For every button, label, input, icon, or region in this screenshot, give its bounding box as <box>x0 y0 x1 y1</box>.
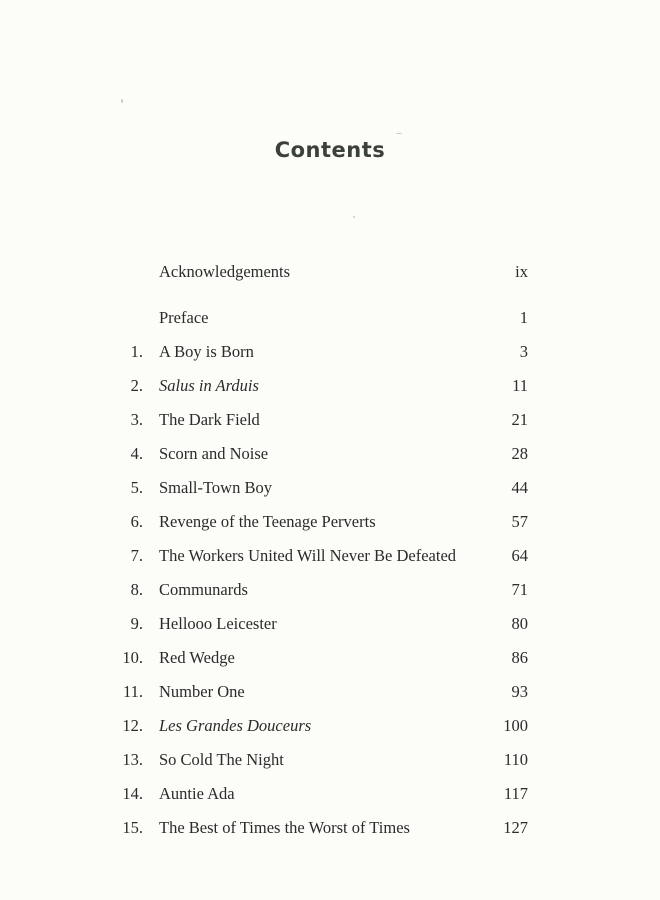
toc-entry-chapter[interactable] <box>0 408 660 432</box>
toc-entry-chapter[interactable] <box>0 510 660 534</box>
toc-entry-title: Les Grandes Douceurs <box>159 716 312 735</box>
toc-entry-title: The Workers United Will Never Be Defeated <box>159 546 457 565</box>
toc-entry-title: The Dark Field <box>159 410 260 429</box>
toc-entry-preface[interactable] <box>0 306 660 330</box>
toc-entry-title: Acknowledgements <box>159 262 291 281</box>
chapter-number: 13. <box>122 750 143 769</box>
toc-page-number: 93 <box>511 682 528 701</box>
chapter-number: 14. <box>122 784 143 803</box>
toc-entry-title: Scorn and Noise <box>159 444 269 463</box>
chapter-number: 8. <box>130 580 143 599</box>
toc-entry-title: Salus in Arduis <box>159 376 259 395</box>
toc-entry-title: Communards <box>159 580 248 599</box>
toc-entry-chapter[interactable] <box>0 374 660 398</box>
chapter-number: 2. <box>130 376 143 395</box>
toc-entry-chapter[interactable] <box>0 578 660 602</box>
toc-entry-chapter[interactable] <box>0 340 660 364</box>
toc-entry-acknowledgements[interactable] <box>0 260 660 284</box>
toc-entry-title: Hellooo Leicester <box>159 614 277 633</box>
toc-entry-chapter[interactable] <box>0 544 660 568</box>
toc-entry-chapter[interactable] <box>0 714 660 738</box>
toc-page-number: 86 <box>511 648 528 667</box>
chapter-number: 9. <box>130 614 143 633</box>
toc-entry-title: Preface <box>159 308 209 327</box>
toc-page-number: 64 <box>511 546 528 565</box>
chapter-number: 4. <box>130 444 143 463</box>
chapter-number: 12. <box>122 716 143 735</box>
toc-page-number: 127 <box>503 818 528 837</box>
toc-entry-title: Number One <box>159 682 245 701</box>
toc-entry-title: Red Wedge <box>159 648 235 667</box>
toc-entry-title: So Cold The Night <box>159 750 284 769</box>
toc-page-number: 1 <box>519 308 528 327</box>
toc-page-number: 80 <box>511 614 528 633</box>
toc-page-number: 28 <box>511 444 528 463</box>
toc-page-number: 11 <box>512 376 528 395</box>
chapter-number: 5. <box>130 478 143 497</box>
toc-entry-chapter[interactable] <box>0 646 660 670</box>
chapter-number: 6. <box>130 512 143 531</box>
toc-page-number: 117 <box>503 784 528 803</box>
toc-page-number: 44 <box>511 478 528 497</box>
chapter-number: 7. <box>130 546 143 565</box>
toc-entry-chapter[interactable] <box>0 612 660 636</box>
toc-page-number: 3 <box>519 342 528 361</box>
chapter-number: 11. <box>122 682 143 701</box>
chapter-number: 3. <box>130 410 143 429</box>
toc-page-number: 21 <box>511 410 528 429</box>
toc-entry-title: A Boy is Born <box>159 342 254 361</box>
chapter-number: 15. <box>122 818 143 837</box>
toc-entry-title: Small-Town Boy <box>159 478 272 497</box>
toc-page-number: 110 <box>503 750 528 769</box>
toc-page-number: ix <box>515 262 528 281</box>
toc-entry-chapter[interactable] <box>0 442 660 466</box>
toc-entry-chapter[interactable] <box>0 816 660 840</box>
chapter-number: 10. <box>122 648 143 667</box>
toc-entry-chapter[interactable] <box>0 680 660 704</box>
toc-entry-title: The Best of Times the Worst of Times <box>159 818 410 837</box>
toc-entry-chapter[interactable] <box>0 748 660 772</box>
toc-entry-title: Revenge of the Teenage Perverts <box>159 512 376 531</box>
toc-entry-chapter[interactable] <box>0 476 660 500</box>
chapter-number: 1. <box>130 342 143 361</box>
toc-page-number: 71 <box>511 580 528 599</box>
toc-entry-chapter[interactable] <box>0 782 660 806</box>
page-title: Contents <box>274 138 386 162</box>
toc-page-number: 57 <box>511 512 528 531</box>
toc-entry-title: Auntie Ada <box>159 784 235 803</box>
toc-page-number: 100 <box>503 716 528 735</box>
